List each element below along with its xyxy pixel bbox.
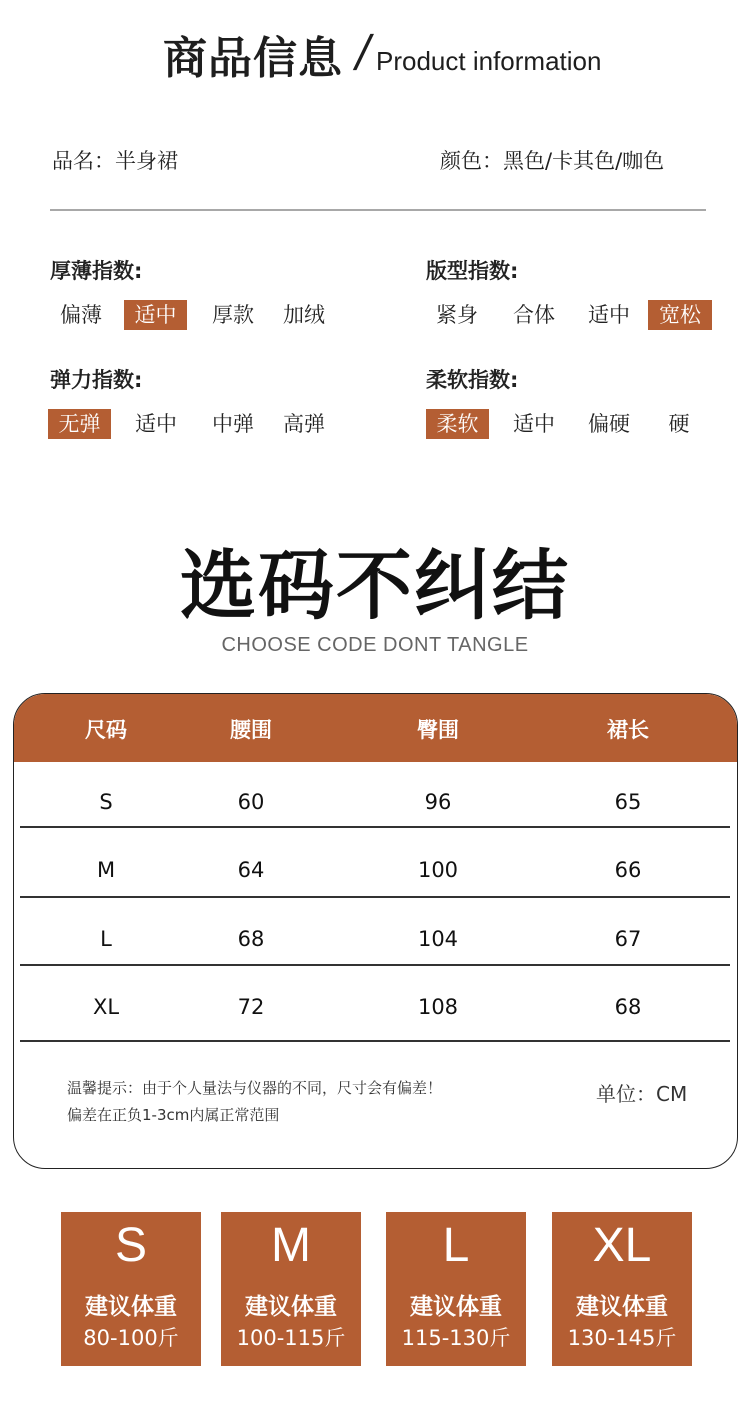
weight-card-l bbox=[386, 1212, 526, 1366]
cell-waist: 60 bbox=[237, 790, 265, 814]
cell-size: L bbox=[100, 927, 112, 951]
card-label: 建议体重 bbox=[576, 1294, 668, 1320]
product-name: 品名：半身裙 bbox=[52, 149, 178, 173]
header-hip: 臀围 bbox=[417, 718, 459, 742]
weight-card-xl bbox=[552, 1212, 692, 1366]
header-waist: 腰围 bbox=[230, 718, 272, 742]
fit-option: 紧身 bbox=[436, 303, 478, 327]
cell-length: 67 bbox=[614, 927, 642, 951]
card-label: 建议体重 bbox=[245, 1294, 337, 1320]
cell-size: XL bbox=[92, 995, 120, 1019]
weight-card-m bbox=[221, 1212, 361, 1366]
cell-hip: 104 bbox=[417, 927, 459, 951]
fit-option-selected: 宽松 bbox=[648, 300, 712, 330]
thickness-index-title: 厚薄指数: bbox=[50, 259, 143, 283]
size-table-header bbox=[14, 694, 737, 762]
softness-option: 偏硬 bbox=[588, 412, 630, 436]
card-size: S bbox=[114, 1219, 147, 1272]
cell-waist: 72 bbox=[237, 995, 265, 1019]
softness-option: 适中 bbox=[513, 412, 555, 436]
cell-waist: 64 bbox=[237, 858, 265, 882]
header-length: 裙长 bbox=[607, 718, 649, 742]
softness-option: 硬 bbox=[668, 412, 690, 436]
cell-size: M bbox=[96, 858, 116, 882]
product-colors: 颜色：黑色/卡其色/咖色 bbox=[440, 149, 665, 173]
slogan-heading: 选码不纠结 bbox=[180, 541, 570, 630]
thickness-option: 厚款 bbox=[212, 303, 254, 327]
cell-hip: 96 bbox=[424, 790, 452, 814]
elasticity-option: 适中 bbox=[135, 412, 177, 436]
unit-label: 单位：CM bbox=[596, 1082, 688, 1106]
thickness-option: 加绒 bbox=[283, 303, 325, 327]
softness-index-title: 柔软指数: bbox=[426, 368, 519, 392]
row-divider bbox=[20, 964, 730, 966]
softness-option-selected: 柔软 bbox=[426, 409, 489, 439]
page-title-cn: 商品信息 bbox=[163, 33, 343, 84]
measurement-note: 温馨提示：由于个人量法与仪器的不同，尺寸会有偏差！ bbox=[67, 1079, 443, 1097]
card-weight-range: 80-100斤 bbox=[83, 1326, 179, 1350]
tolerance-note: 偏差在正负1-3cm内属正常范围 bbox=[67, 1106, 280, 1124]
elasticity-option-selected: 无弹 bbox=[48, 409, 111, 439]
cell-size: S bbox=[99, 790, 113, 814]
cell-hip: 100 bbox=[417, 858, 459, 882]
elasticity-option: 高弹 bbox=[283, 412, 325, 436]
card-label: 建议体重 bbox=[410, 1294, 502, 1320]
title-separator: / bbox=[351, 26, 376, 77]
weight-card-s bbox=[61, 1212, 201, 1366]
card-label: 建议体重 bbox=[85, 1294, 177, 1320]
card-weight-range: 130-145斤 bbox=[567, 1326, 677, 1350]
cell-hip: 108 bbox=[417, 995, 459, 1019]
divider bbox=[50, 209, 706, 211]
fit-option: 适中 bbox=[588, 303, 630, 327]
row-divider bbox=[20, 826, 730, 828]
page-title-en: Product information bbox=[376, 46, 602, 76]
fit-index-title: 版型指数: bbox=[426, 259, 519, 283]
cell-length: 65 bbox=[614, 790, 642, 814]
thickness-option-selected: 适中 bbox=[124, 300, 187, 330]
row-divider bbox=[20, 1040, 730, 1042]
elasticity-index-title: 弹力指数: bbox=[50, 368, 143, 392]
thickness-option: 偏薄 bbox=[60, 303, 102, 327]
fit-option: 合体 bbox=[513, 303, 555, 327]
size-table bbox=[13, 693, 738, 1169]
card-weight-range: 115-130斤 bbox=[401, 1326, 511, 1350]
card-weight-range: 100-115斤 bbox=[236, 1326, 346, 1350]
header-size: 尺码 bbox=[85, 718, 127, 742]
cell-length: 66 bbox=[614, 858, 642, 882]
cell-length: 68 bbox=[614, 995, 642, 1019]
card-size: M bbox=[271, 1219, 311, 1272]
row-divider bbox=[20, 896, 730, 898]
slogan-subheading: CHOOSE CODE DONT TANGLE bbox=[221, 634, 529, 656]
cell-waist: 68 bbox=[237, 927, 265, 951]
card-size: L bbox=[442, 1219, 470, 1272]
card-size: XL bbox=[592, 1219, 652, 1272]
elasticity-option: 中弹 bbox=[212, 412, 254, 436]
